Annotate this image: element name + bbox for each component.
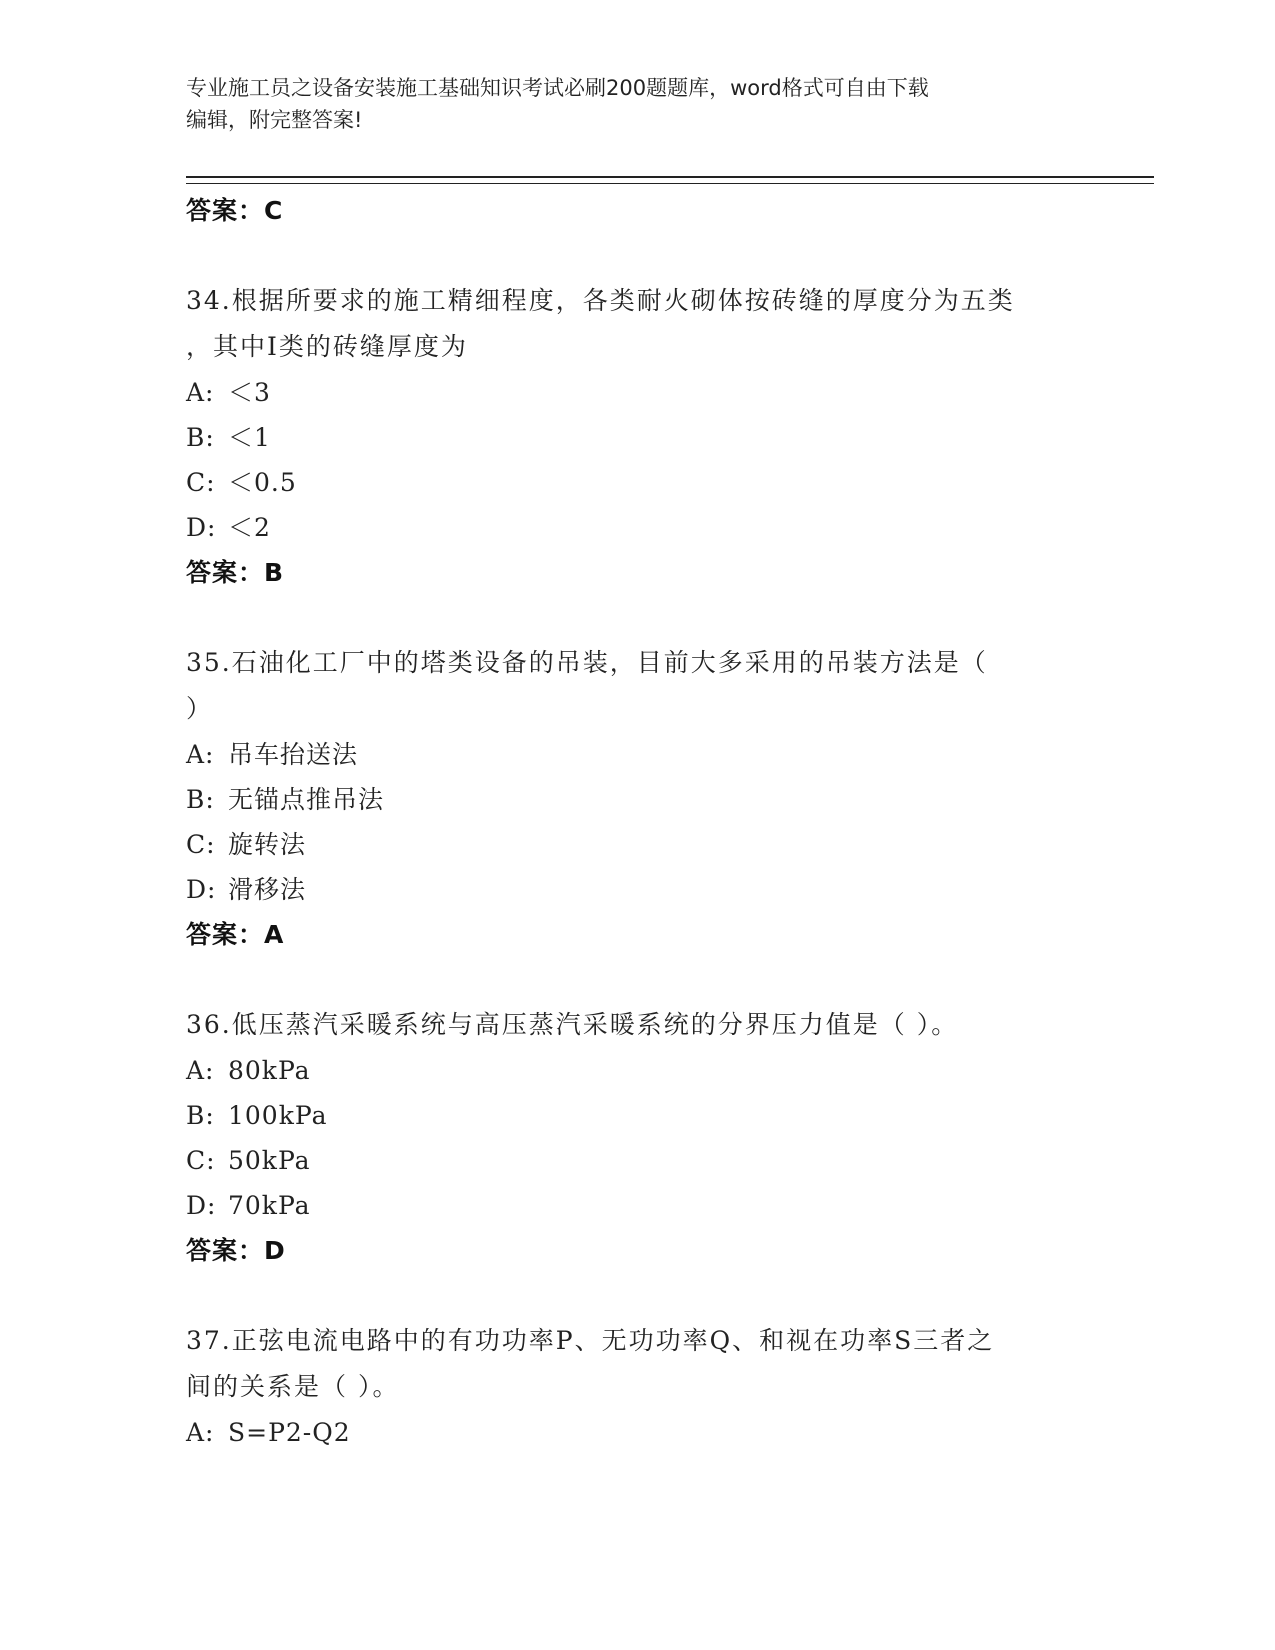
question-text [186, 1318, 1086, 1410]
question-text [186, 640, 1086, 732]
option-label: C: [186, 468, 216, 497]
option-c [186, 1138, 1086, 1183]
question-34 [186, 278, 1086, 596]
option-label: D: [186, 875, 217, 904]
option-label: B: [186, 1101, 215, 1130]
option-text: 100kPa [228, 1101, 328, 1130]
option-text: 滑移法 [228, 875, 307, 904]
question-text-line: 间的关系是（ ）。 [186, 1372, 400, 1401]
option-c [186, 822, 1086, 867]
option-text: 无锚点推吊法 [228, 785, 385, 814]
option-a [186, 1048, 1086, 1093]
answer-line: 答案：D [186, 1236, 286, 1265]
option-label: C: [186, 830, 216, 859]
option-label: B: [186, 785, 215, 814]
page-header [186, 72, 1066, 136]
option-c [186, 460, 1086, 505]
option-d [186, 1183, 1086, 1228]
question-list [186, 188, 1086, 1455]
option-text: 80kPa [228, 1056, 311, 1085]
option-a [186, 1410, 1086, 1455]
option-text: 50kPa [228, 1146, 311, 1175]
option-label: A: [186, 1056, 215, 1085]
option-label: D: [186, 1191, 217, 1220]
question-text-line: ，其中I类的砖缝厚度为 [186, 332, 468, 361]
question-37 [186, 1318, 1086, 1455]
option-b [186, 415, 1086, 460]
header-line-1: 专业施工员之设备安装施工基础知识考试必刷200题题库，word格式可自由下载 [186, 76, 929, 100]
option-d [186, 867, 1086, 912]
option-label: C: [186, 1146, 216, 1175]
question-text-line: ） [186, 694, 214, 723]
question-35 [186, 640, 1086, 958]
option-text: ＜0.5 [228, 468, 297, 497]
option-label: A: [186, 378, 215, 407]
option-text: S=P2-Q2 [228, 1418, 351, 1447]
question-text-line: 35.石油化工厂中的塔类设备的吊装，目前大多采用的吊装方法是（ [186, 648, 988, 677]
answer-line: 答案：C [186, 196, 284, 225]
question-text [186, 278, 1086, 370]
option-text: ＜1 [228, 423, 271, 452]
question-text-line: 37.正弦电流电路中的有功功率P、无功功率Q、和视在功率S三者之 [186, 1326, 995, 1355]
question-36 [186, 1002, 1086, 1274]
answer-line: 答案：A [186, 920, 285, 949]
option-label: A: [186, 740, 215, 769]
question-text [186, 1002, 1086, 1048]
question-text-line: 34.根据所要求的施工精细程度，各类耐火砌体按砖缝的厚度分为五类 [186, 286, 1015, 315]
option-text: 吊车抬送法 [228, 740, 359, 769]
option-a [186, 370, 1086, 415]
option-text: ＜2 [228, 513, 271, 542]
option-text: 70kPa [228, 1191, 311, 1220]
option-label: A: [186, 1418, 215, 1447]
option-b [186, 777, 1086, 822]
answer-line: 答案：B [186, 558, 285, 587]
option-a [186, 732, 1086, 777]
option-text: 旋转法 [228, 830, 307, 859]
option-label: B: [186, 423, 215, 452]
option-label: D: [186, 513, 217, 542]
option-b [186, 1093, 1086, 1138]
question-text-line: 36.低压蒸汽采暖系统与高压蒸汽采暖系统的分界压力值是（ ）。 [186, 1010, 959, 1039]
option-text: ＜3 [228, 378, 271, 407]
header-divider [186, 176, 1154, 184]
header-line-2: 编辑，附完整答案! [186, 108, 363, 132]
option-d [186, 505, 1086, 550]
